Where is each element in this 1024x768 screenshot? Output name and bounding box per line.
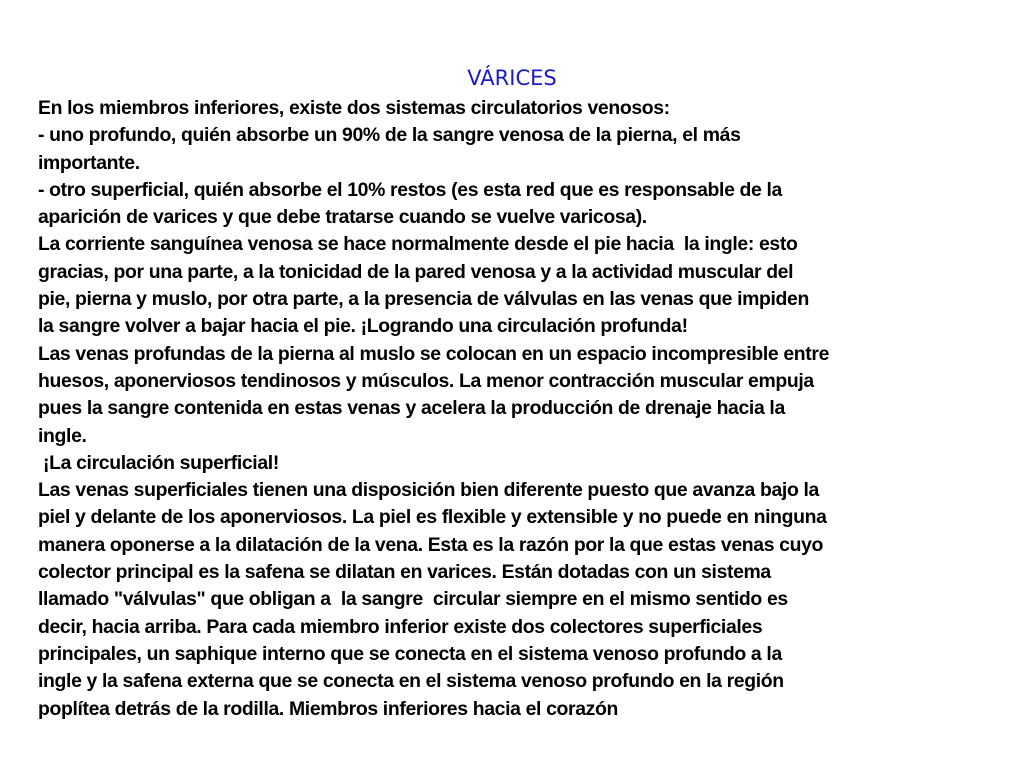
body-line: La corriente sanguínea venosa se hace normalmente desde el pie hacia la ingle: esto <box>38 233 798 256</box>
body-line: - otro superficial, quién absorbe el 10% restos (es esta red que es responsable de la <box>38 178 782 201</box>
body-line: - uno profundo, quién absorbe un 90% de la sangre venosa de la pierna, el más <box>38 124 741 147</box>
body-line: piel y delante de los aponerviosos. La piel es flexible y extensible y no puede en ninguna <box>38 506 827 529</box>
body-line: En los miembros inferiores, existe dos sistemas circulatorios venosos: <box>38 97 670 119</box>
body-line: Las venas profundas de la pierna al muslo se colocan en un espacio incompresible entre <box>38 342 830 365</box>
body-line: ingle. <box>38 424 87 447</box>
body-line: poplítea detrás de la rodilla. Miembros inferiores hacia el corazón <box>38 697 618 720</box>
body-line: aparición de varices y que debe tratarse cuando se vuelve varicosa). <box>38 206 647 229</box>
body-line: Las venas superficiales tienen una disposición bien diferente puesto que avanza bajo la <box>38 479 819 502</box>
body-line: colector principal es la safena se dilatan en varices. Están dotadas con un sistema <box>38 561 771 584</box>
body-line: principales, un saphique interno que se conecta en el sistema venoso profundo a la <box>38 642 782 665</box>
slide-title: VÁRICES <box>467 66 557 90</box>
body-line: gracias, por una parte, a la tonicidad de la pared venosa y a la actividad muscular del <box>38 260 794 283</box>
body-line: pues la sangre contenida en estas venas y acelera la producción de drenaje hacia la <box>38 397 785 420</box>
body-line: llamado "válvulas" que obligan a la sangre circular siempre en el mismo sentido es <box>38 588 788 611</box>
body-line: decir, hacia arriba. Para cada miembro inferior existe dos colectores superficiales <box>38 615 763 638</box>
body-line: ¡La circulación superficial! <box>38 451 279 474</box>
body-line: manera oponerse a la dilatación de la vena. Esta es la razón por la que estas venas cuyo <box>38 533 824 556</box>
body-line: ingle y la safena externa que se conecta en el sistema venoso profundo en la región <box>38 670 784 693</box>
body-line: huesos, aponerviosos tendinosos y músculos. La menor contracción muscular empuja <box>38 369 814 392</box>
slide-body <box>38 95 993 723</box>
body-line: importante. <box>38 151 140 174</box>
body-line: la sangre volver a bajar hacia el pie. ¡Logrando una circulación profunda! <box>38 315 688 338</box>
body-line: pie, pierna y muslo, por otra parte, a la presencia de válvulas en las venas que impiden <box>38 288 809 311</box>
